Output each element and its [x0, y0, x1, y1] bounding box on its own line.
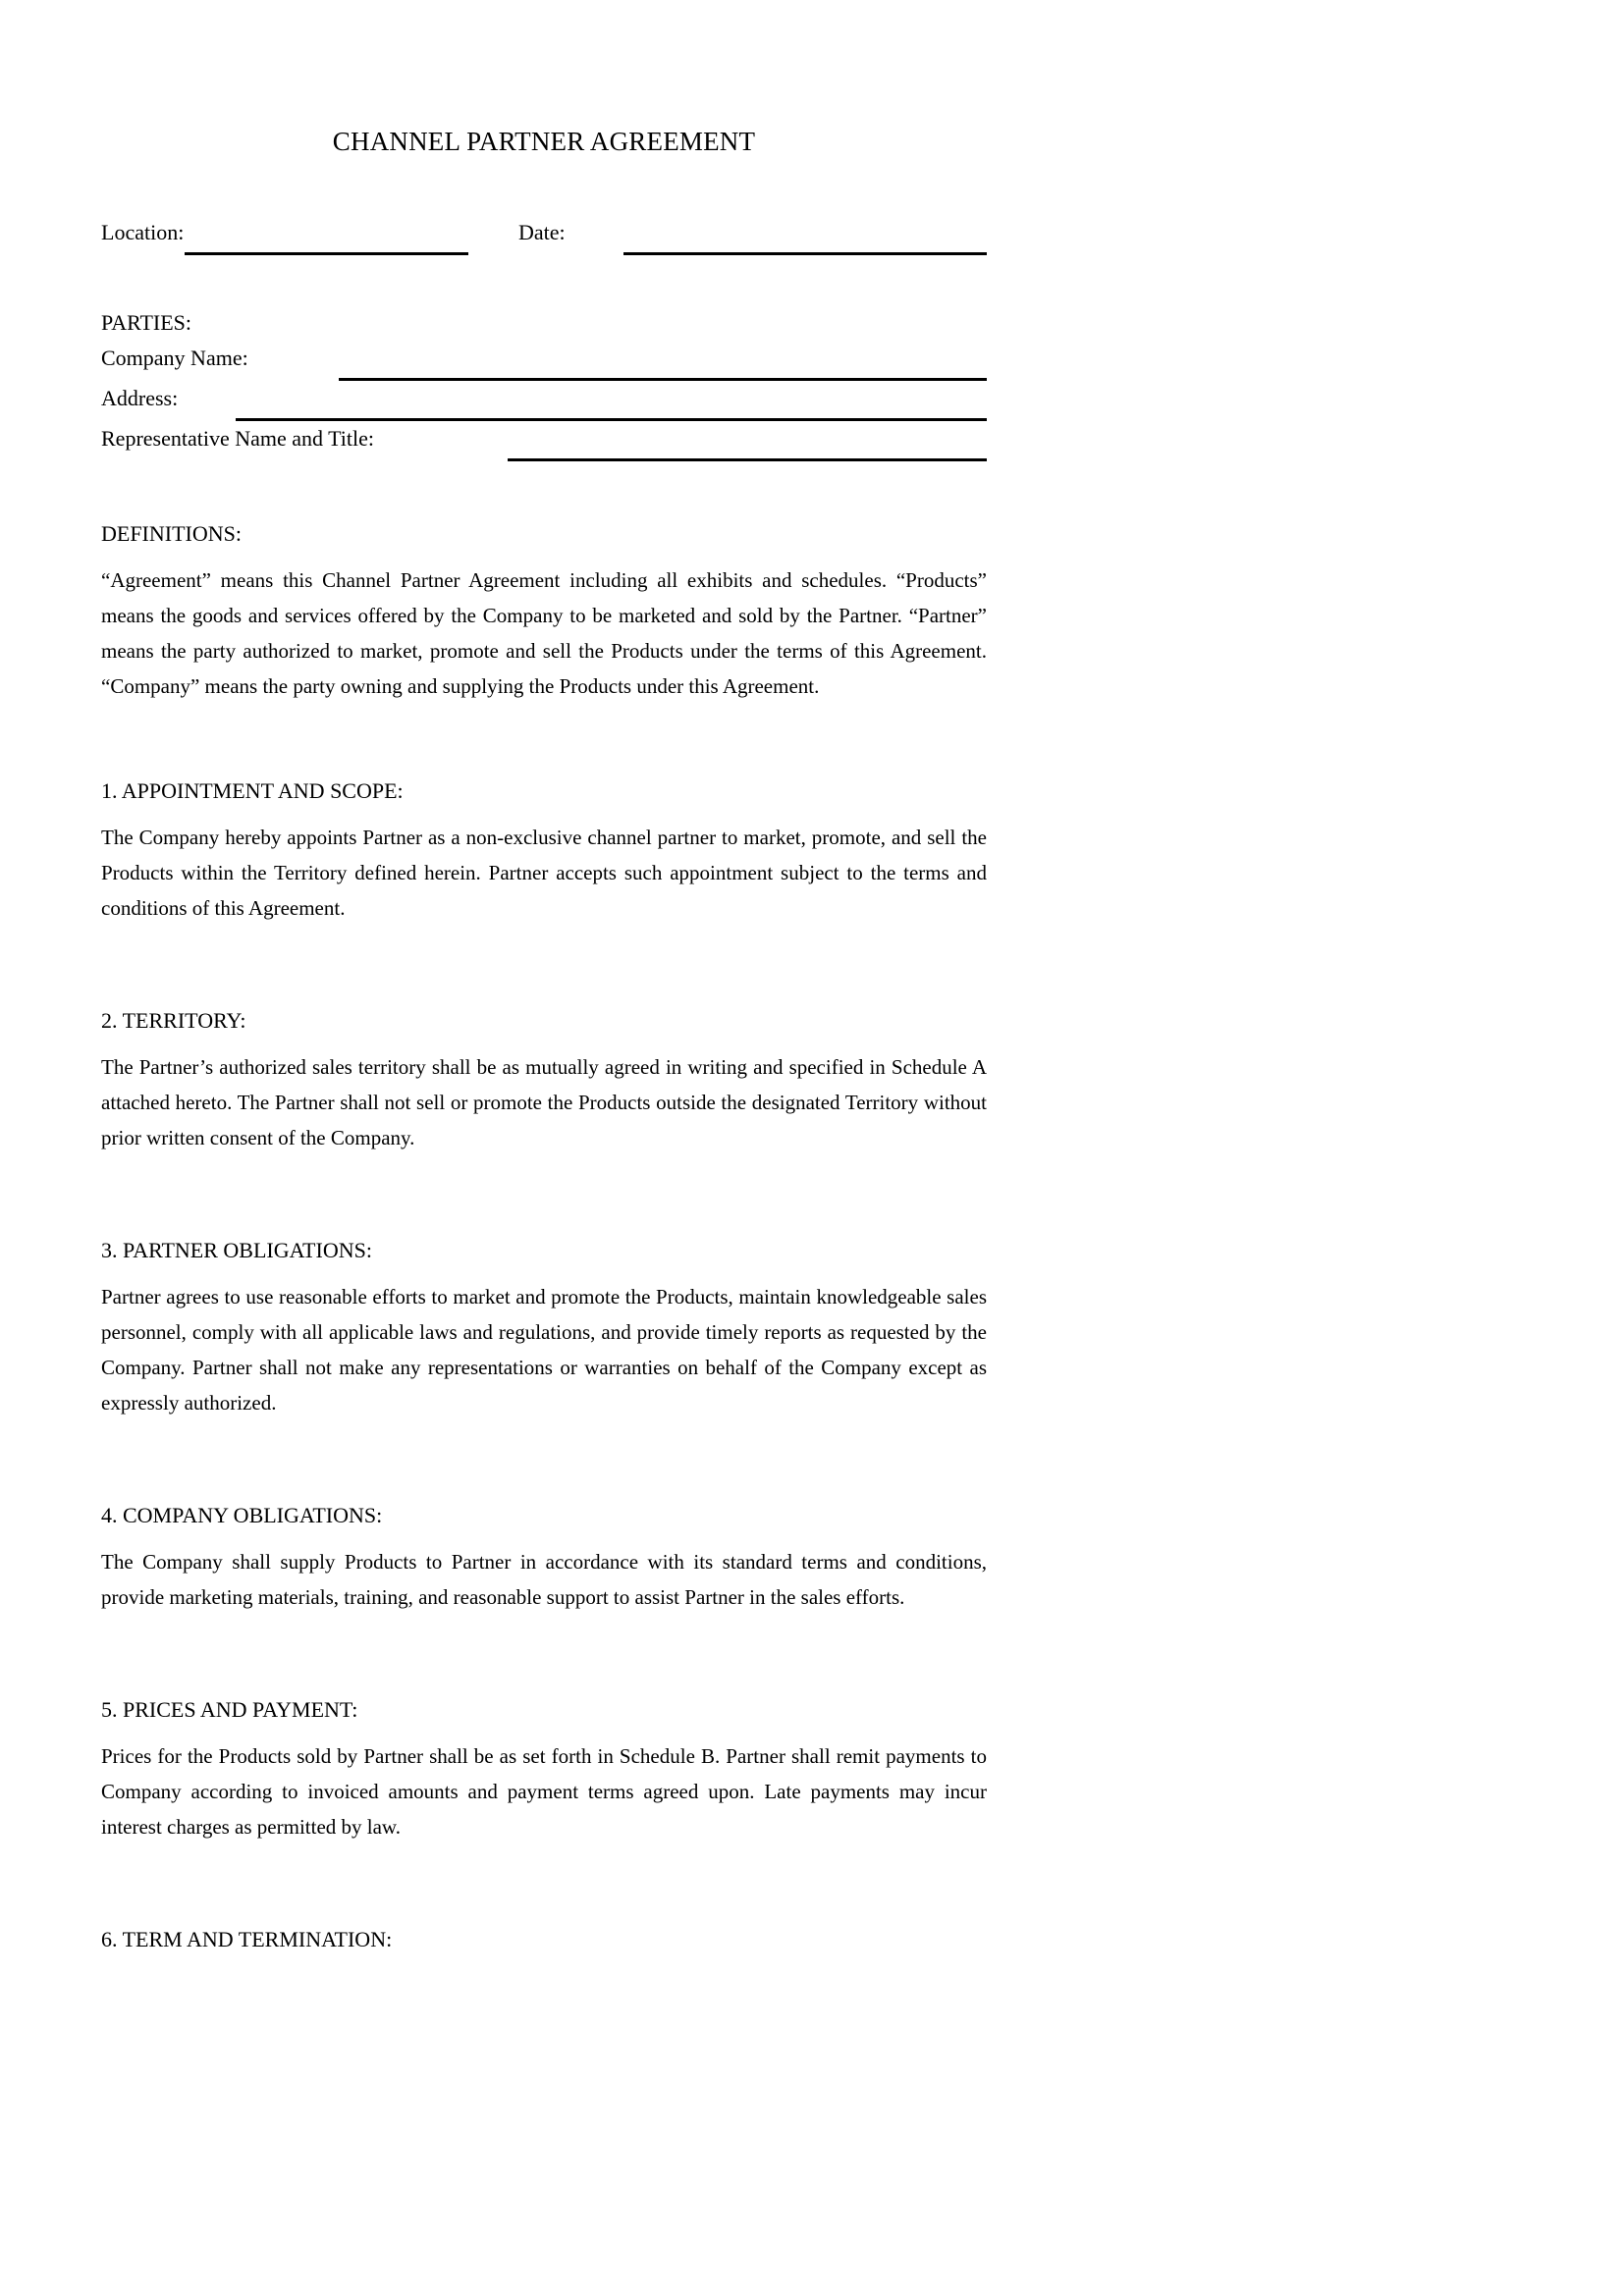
address-input-line[interactable]: [236, 418, 987, 421]
section-3-heading: 3. PARTNER OBLIGATIONS:: [101, 1238, 372, 1263]
location-label: Location:: [101, 220, 185, 245]
section-definitions: [101, 519, 987, 704]
section-4-heading: 4. COMPANY OBLIGATIONS:: [101, 1503, 383, 1528]
definitions-heading: DEFINITIONS:: [101, 521, 242, 547]
date-input-line[interactable]: [623, 252, 987, 255]
section-1-heading: 1. APPOINTMENT AND SCOPE:: [101, 778, 404, 804]
representative-input-line[interactable]: [508, 458, 987, 461]
section-5-heading: 5. PRICES AND PAYMENT:: [101, 1697, 358, 1723]
page-title: CHANNEL PARTNER AGREEMENT: [332, 127, 756, 156]
section-partner-obligations: [101, 1236, 987, 1420]
company-name-input-line[interactable]: [339, 378, 987, 381]
section-territory: [101, 1006, 987, 1155]
section-appointment-and-scope: [101, 776, 987, 926]
location-input-line[interactable]: [185, 252, 468, 255]
section-3-body: Partner agrees to use reasonable efforts to market and promote the Products, maintain knowledgeable sales personnel, comply with all applicable laws and regulations, and provide timely reports as requested by the Company. Partner shall not make any representations or warranties on behalf of the Company except as expressly authorized.: [101, 1284, 987, 1415]
section-term-and-termination: [101, 1925, 987, 1954]
section-company-obligations: [101, 1501, 987, 1615]
section-1-body: The Company hereby appoints Partner as a non-exclusive channel partner to market, promote, and sell the Products within the Territory defined herein. Partner accepts such appointment subject to the terms and conditions of this Agreement.: [101, 825, 987, 921]
section-prices-and-payment: [101, 1695, 987, 1844]
address-row: [101, 386, 987, 418]
representative-row: [101, 426, 987, 458]
section-5-body: Prices for the Products sold by Partner shall be as set forth in Schedule B. Partner shall remit payments to Company according to invoiced amounts and payment terms agreed upon. Late payments may incur interest charges as permitted by law.: [101, 1743, 987, 1840]
document-content: [101, 0, 987, 1968]
section-2-body: The Partner’s authorized sales territory shall be as mutually agreed in writing and specified in Schedule A attached hereto. The Partner shall not sell or promote the Products outside the designated Territory without prior written consent of the Company.: [101, 1054, 987, 1150]
section-2-heading: 2. TERRITORY:: [101, 1008, 246, 1034]
section-4-body: The Company shall supply Products to Partner in accordance with its standard terms and conditions, provide marketing materials, training, and reasonable support to assist Partner in the sales efforts.: [101, 1550, 987, 1610]
definitions-body: “Agreement” means this Channel Partner Agreement including all exhibits and schedules. “Products” means the goods and services offered by the Company to be marketed and sold by the Partner. “Partner” means the party authorized to market, promote and sell the Products under the terms of this Agreement. “Company” means the party owning and supplying the Products under this Agreement.: [101, 567, 987, 699]
section-6-heading: 6. TERM AND TERMINATION:: [101, 1927, 393, 1952]
representative-label: Representative Name and Title:: [101, 426, 374, 452]
parties-heading: PARTIES:: [101, 310, 192, 336]
address-label: Address:: [101, 386, 179, 411]
date-label: Date:: [518, 220, 566, 245]
company-name-row: [101, 346, 987, 378]
company-name-label: Company Name:: [101, 346, 248, 371]
location-date-row: [101, 220, 987, 253]
